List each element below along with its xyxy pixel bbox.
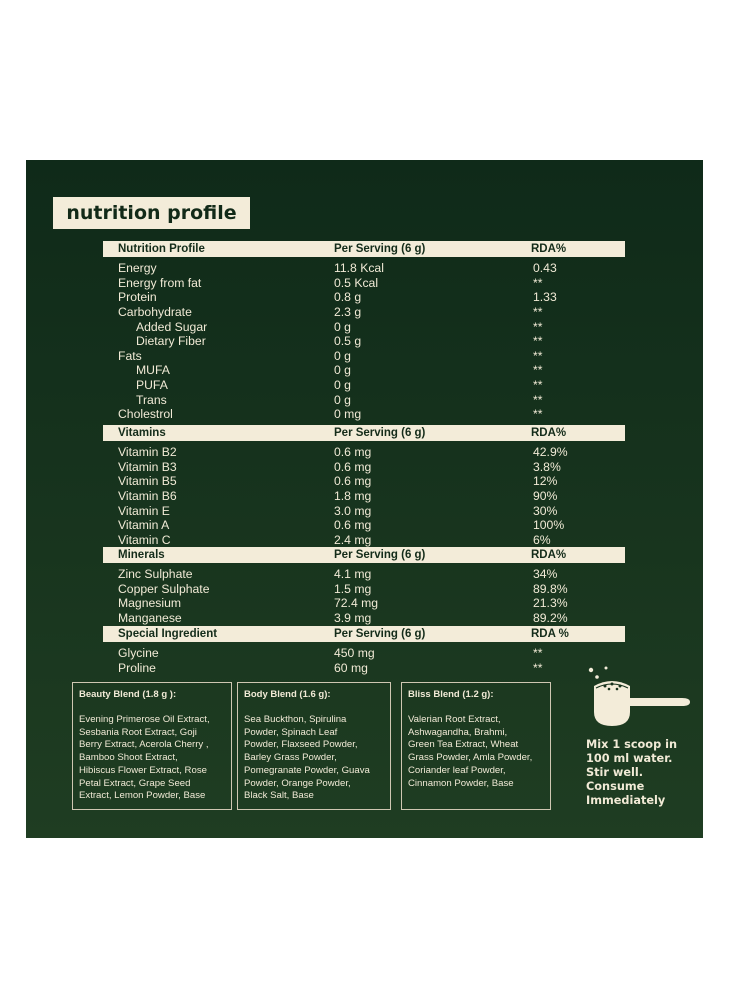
per-serving-value: 4.1 mg: [334, 567, 372, 582]
bliss-blend-box: [401, 682, 551, 810]
table-row: [103, 489, 625, 504]
table-row: [103, 290, 625, 305]
table-row: [103, 445, 625, 460]
header-cell: Vitamins: [118, 427, 166, 439]
nutrient-name: Copper Sulphate: [118, 581, 210, 596]
nutrient-name: Dietary Fiber: [136, 334, 206, 349]
per-serving-value: 11.8 Kcal: [334, 261, 384, 276]
blend-title: Body Blend (1.6 g):: [244, 689, 331, 700]
per-serving-value: 2.3 g: [334, 305, 362, 320]
per-serving-value: 1.8 mg: [334, 489, 372, 504]
table-row: [103, 407, 625, 422]
rda-value: 100%: [533, 518, 565, 533]
nutrition-table: [103, 241, 625, 422]
nutrient-name: Vitamin C: [118, 532, 171, 547]
header-cell: Per Serving (6 g): [334, 427, 426, 439]
blend-line: Berry Extract, Acerola Cherry ,: [79, 739, 209, 751]
header-cell: RDA%: [531, 243, 567, 255]
table-row: [103, 503, 625, 518]
rda-value: 42.9%: [533, 445, 568, 460]
rda-value: 89.8%: [533, 581, 568, 596]
table-row: [103, 474, 625, 489]
page-title: nutrition profile: [53, 197, 250, 229]
rda-value: **: [533, 392, 543, 407]
nutrient-name: Fats: [118, 348, 142, 363]
per-serving-value: 0 g: [334, 348, 351, 363]
per-serving-value: 0 g: [334, 363, 351, 378]
per-serving-value: 0.5 Kcal: [334, 275, 379, 290]
nutrition-table: [103, 425, 625, 547]
rda-value: **: [533, 305, 543, 320]
scoop-icon: [580, 664, 696, 730]
nutrient-name: Carbohydrate: [118, 305, 192, 320]
table-header: [103, 241, 625, 257]
nutrient-name: MUFA: [136, 363, 170, 378]
blend-line: Valerian Root Extract,: [408, 714, 501, 725]
table-row: [103, 363, 625, 378]
rda-value: 1.33: [533, 290, 557, 305]
rda-value: 34%: [533, 567, 558, 582]
nutrient-name: Zinc Sulphate: [118, 567, 193, 582]
nutrient-name: Vitamin B6: [118, 489, 177, 504]
header-cell: Per Serving (6 g): [334, 628, 426, 640]
rda-value: 3.8%: [533, 459, 561, 474]
header-cell: RDA %: [531, 628, 569, 640]
blend-ingredients: [79, 714, 225, 803]
header-cell: Per Serving (6 g): [334, 243, 426, 255]
blend-line: Powder, Orange Powder,: [244, 777, 351, 789]
blend-line: Powder, Spinach Leaf: [244, 726, 338, 738]
rda-value: **: [533, 319, 543, 334]
header-cell: RDA%: [531, 427, 567, 439]
nutrition-table: [103, 547, 625, 625]
nutrition-panel: [26, 160, 703, 838]
nutrient-name: Vitamin B5: [118, 474, 177, 489]
per-serving-value: 60 mg: [334, 660, 368, 675]
blend-line: Ashwagandha, Brahmi,: [408, 726, 508, 738]
table-row: [103, 319, 625, 334]
blend-line: Green Tea Extract, Wheat: [408, 739, 519, 751]
per-serving-value: 3.9 mg: [334, 611, 372, 626]
rda-value: 12%: [533, 474, 558, 489]
blend-line: Pomegranate Powder, Guava: [244, 764, 370, 776]
instruction-line: Consume: [586, 780, 645, 793]
table-row: [103, 611, 625, 626]
blend-ingredients: [408, 714, 544, 790]
instruction-line: Stir well.: [586, 766, 644, 779]
blend-title: Beauty Blend (1.8 g ):: [79, 689, 177, 700]
table-row: [103, 305, 625, 320]
per-serving-value: 0.6 mg: [334, 445, 372, 460]
per-serving-value: 72.4 mg: [334, 596, 379, 611]
nutrient-name: Manganese: [118, 611, 182, 626]
nutrition-table: [103, 626, 625, 675]
per-serving-value: 0.6 mg: [334, 518, 372, 533]
rda-value: 6%: [533, 532, 551, 547]
per-serving-value: 0 mg: [334, 407, 362, 422]
instruction-line: 100 ml water.: [586, 752, 673, 765]
blend-title: Bliss Blend (1.2 g):: [408, 689, 494, 700]
table-header: [103, 547, 625, 563]
body-blend-box: [237, 682, 391, 810]
table-row: [103, 596, 625, 611]
table-row: [103, 378, 625, 393]
nutrient-name: Vitamin B3: [118, 459, 177, 474]
table-header: [103, 425, 625, 441]
nutrient-name: Vitamin A: [118, 518, 170, 533]
per-serving-value: 0.5 g: [334, 334, 362, 349]
table-header: [103, 626, 625, 642]
nutrient-name: Cholestrol: [118, 407, 173, 422]
nutrient-name: Trans: [136, 392, 167, 407]
blend-line: Sea Buckthon, Spirulina: [244, 714, 347, 725]
blend-line: Extract, Lemon Powder, Base: [79, 790, 206, 802]
table-row: [103, 646, 625, 661]
per-serving-value: 0.8 g: [334, 290, 362, 305]
beauty-blend-box: [72, 682, 232, 810]
blend-line: Coriander leaf Powder,: [408, 764, 506, 776]
header-cell: Special Ingredient: [118, 628, 218, 640]
table-row: [103, 582, 625, 597]
per-serving-value: 3.0 mg: [334, 503, 372, 518]
nutrient-name: Energy from fat: [118, 275, 202, 290]
instruction-line: Mix 1 scoop in: [586, 738, 678, 751]
per-serving-value: 2.4 mg: [334, 532, 372, 547]
header-cell: Nutrition Profile: [118, 243, 205, 255]
blend-line: Petal Extract, Grape Seed: [79, 777, 191, 789]
rda-value: **: [533, 660, 543, 675]
header-cell: RDA%: [531, 549, 567, 561]
table-row: [103, 567, 625, 582]
rda-value: **: [533, 348, 543, 363]
blend-line: Bamboo Shoot Extract,: [79, 752, 178, 764]
per-serving-value: 1.5 mg: [334, 581, 372, 596]
nutrient-name: Vitamin B2: [118, 445, 177, 460]
rda-value: **: [533, 378, 543, 393]
rda-value: 0.43: [533, 261, 557, 276]
nutrient-name: Protein: [118, 290, 157, 305]
table-row: [103, 518, 625, 533]
rda-value: **: [533, 363, 543, 378]
nutrient-name: PUFA: [136, 378, 168, 393]
rda-value: 90%: [533, 489, 558, 504]
instruction-line: Immediately: [586, 794, 666, 807]
table-row: [103, 460, 625, 475]
table-row: [103, 392, 625, 407]
rda-value: 30%: [533, 503, 558, 518]
rda-value: **: [533, 334, 543, 349]
nutrient-name: Glycine: [118, 646, 159, 661]
rda-value: **: [533, 407, 543, 422]
nutrient-name: Magnesium: [118, 596, 181, 611]
blend-line: Hibiscus Flower Extract, Rose: [79, 764, 207, 776]
blend-line: Powder, Flaxseed Powder,: [244, 739, 358, 751]
per-serving-value: 0.6 mg: [334, 474, 372, 489]
per-serving-value: 450 mg: [334, 646, 375, 661]
rda-value: **: [533, 646, 543, 661]
table-row: [103, 334, 625, 349]
table-row: [103, 261, 625, 276]
per-serving-value: 0 g: [334, 392, 351, 407]
blend-line: Cinnamon Powder, Base: [408, 777, 514, 789]
rda-value: 21.3%: [533, 596, 568, 611]
rda-value: **: [533, 275, 543, 290]
blend-line: Grass Powder, Amla Powder,: [408, 752, 533, 764]
nutrient-name: Energy: [118, 261, 157, 276]
blend-ingredients: [244, 714, 384, 803]
per-serving-value: 0 g: [334, 378, 351, 393]
table-row: [103, 661, 625, 676]
rda-value: 89.2%: [533, 611, 568, 626]
nutrient-name: Vitamin E: [118, 503, 170, 518]
nutrient-name: Added Sugar: [136, 319, 208, 334]
header-cell: Minerals: [118, 549, 165, 561]
per-serving-value: 0 g: [334, 319, 351, 334]
blend-line: Sesbania Root Extract, Goji: [79, 726, 197, 738]
blend-line: Black Salt, Base: [244, 790, 314, 802]
header-cell: Per Serving (6 g): [334, 549, 426, 561]
per-serving-value: 0.6 mg: [334, 459, 372, 474]
nutrient-name: Proline: [118, 660, 156, 675]
table-row: [103, 349, 625, 364]
blend-line: Evening Primerose Oil Extract,: [79, 714, 210, 725]
table-row: [103, 533, 625, 548]
blend-line: Barley Grass Powder,: [244, 752, 337, 764]
table-row: [103, 276, 625, 291]
usage-instructions: [586, 738, 696, 808]
